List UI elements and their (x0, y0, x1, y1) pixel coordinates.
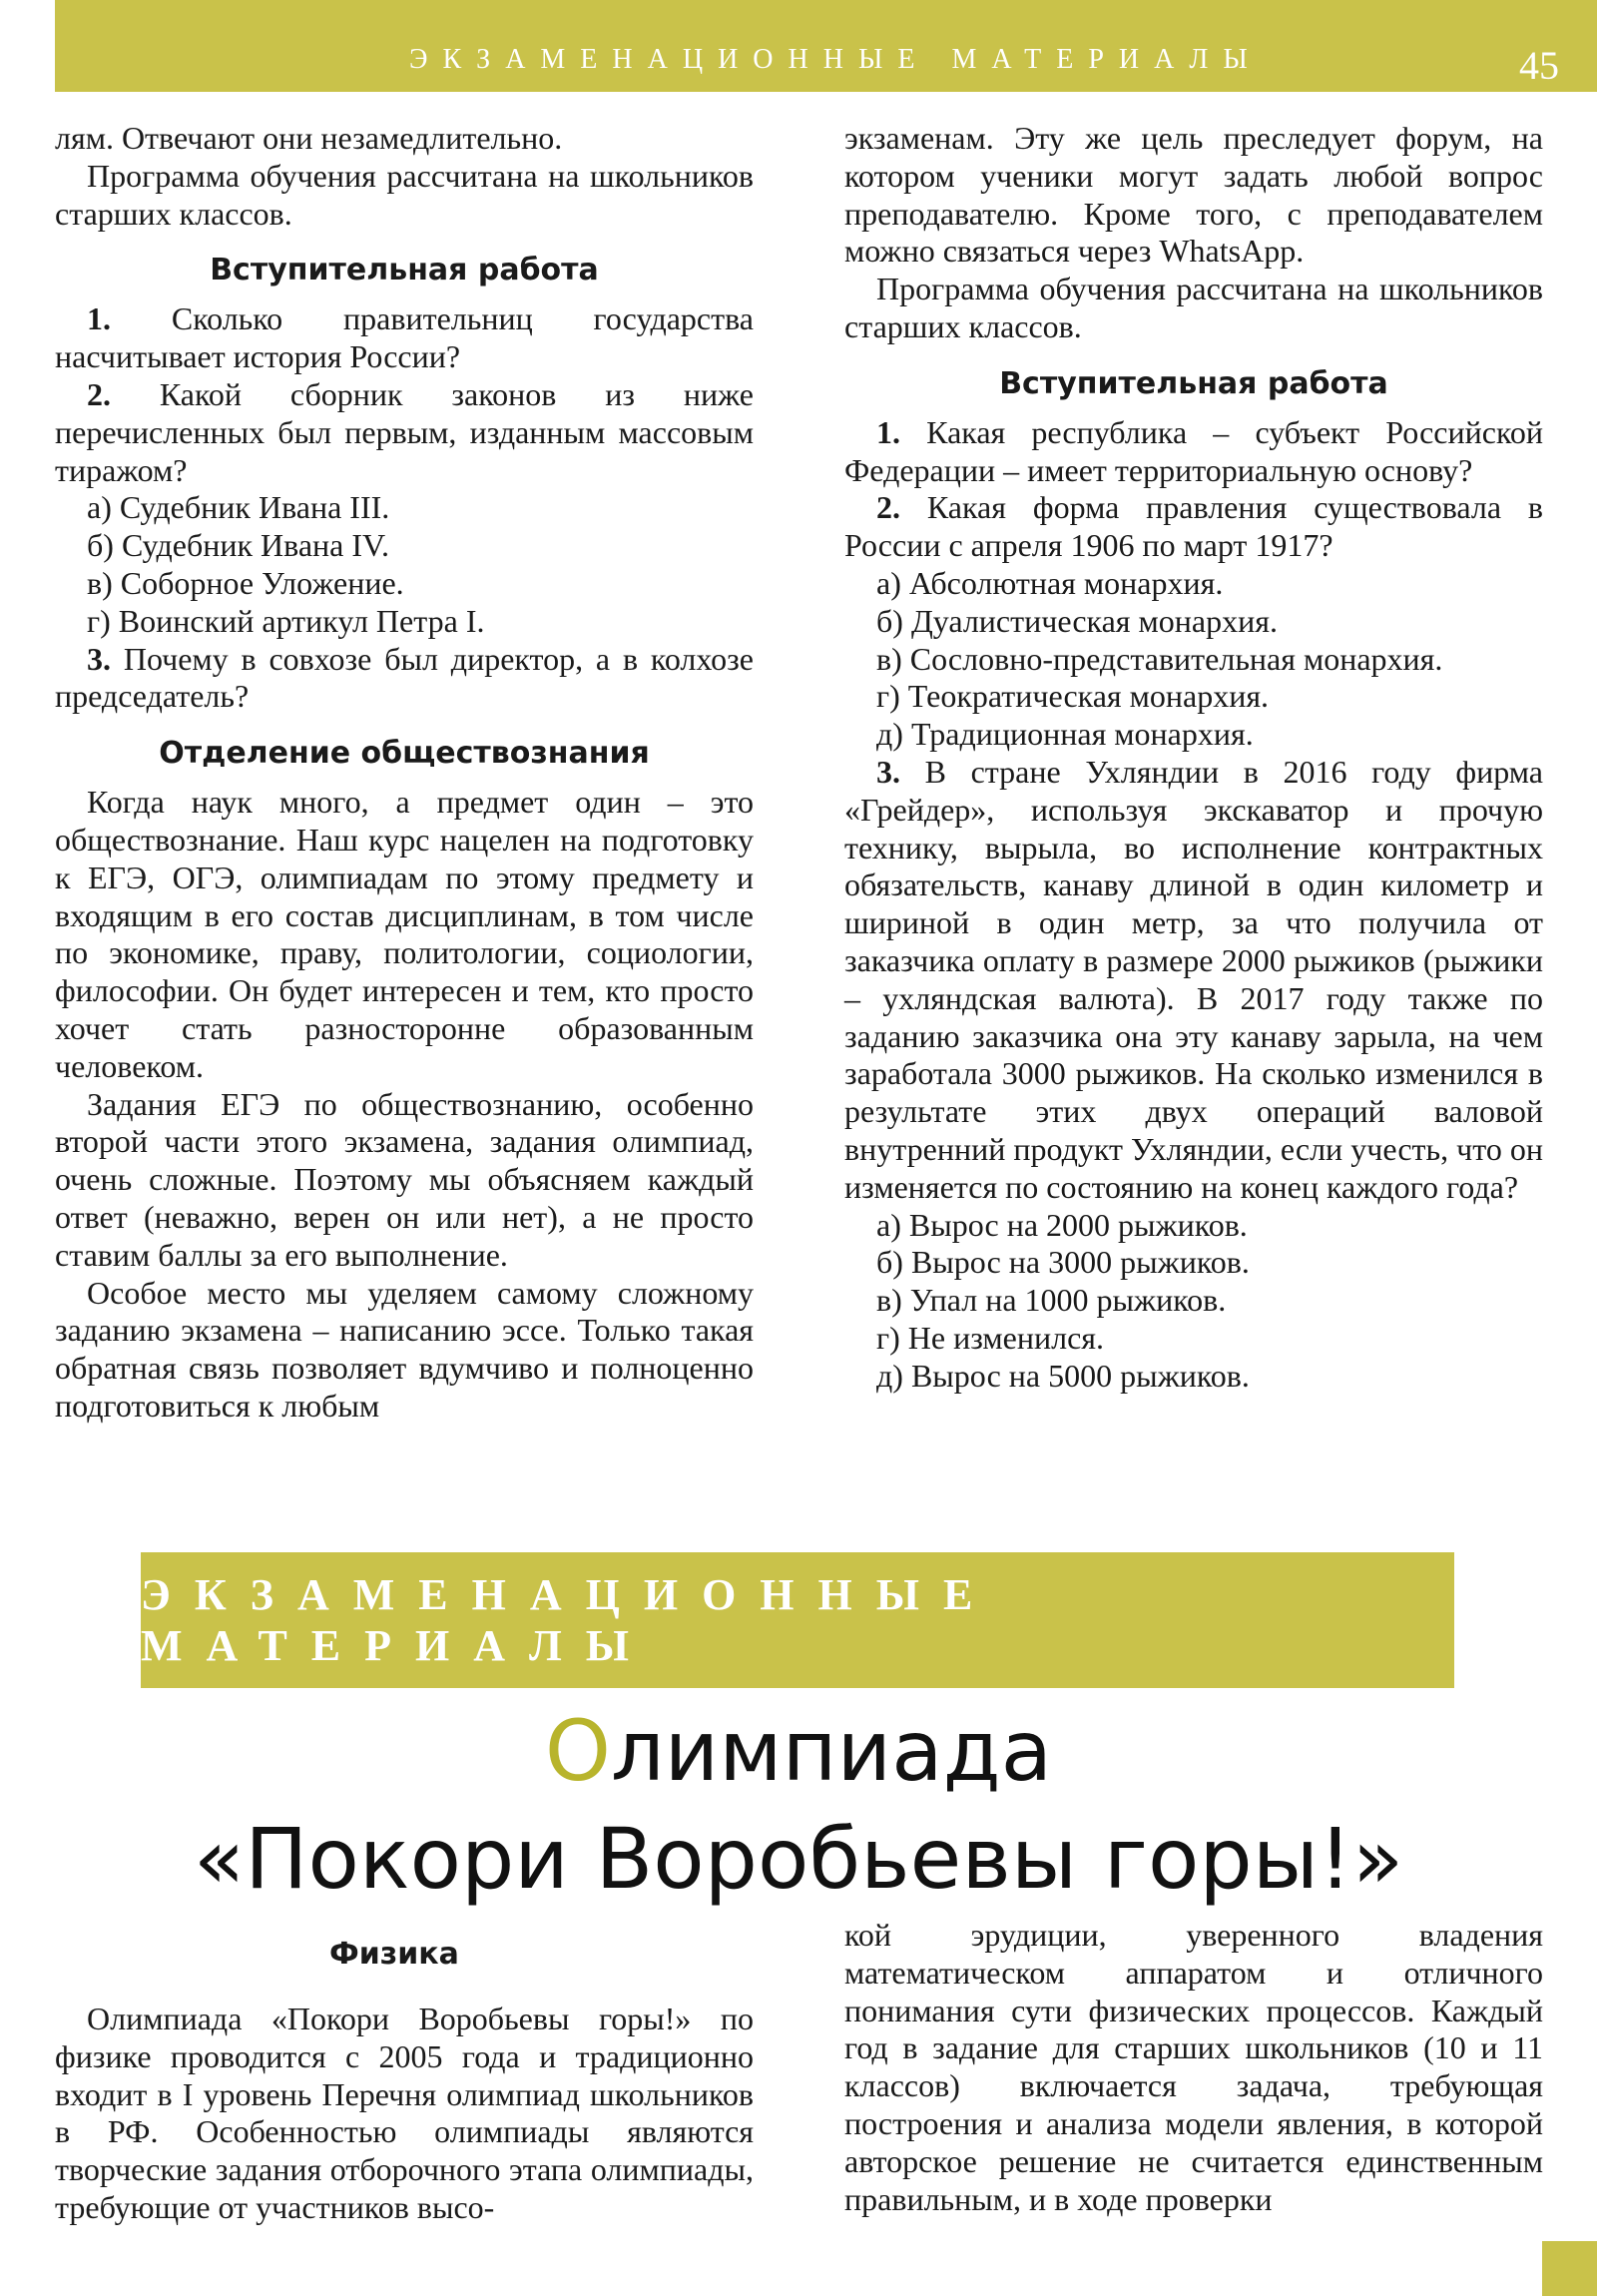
question-number: 3. (87, 640, 111, 677)
question-number: 1. (87, 300, 111, 337)
intro-line: лям. Отвечают они незамедлительно. (55, 120, 563, 156)
question-2 (844, 489, 1543, 565)
banner-title: ЭКЗАМЕНАЦИОННЫЕ МАТЕРИАЛЫ (141, 1570, 997, 1670)
question-3 (844, 754, 1543, 1207)
answer-option: а) Судебник Ивана III. (87, 489, 390, 526)
answer-option: д) Традиционная монархия. (876, 716, 1254, 753)
body-paragraph: Когда наук много, а предмет один – это обществознание. Наш курс нацелен на подготовку к ЕГЭ, ОГЭ, олимпиадам по этому предмету и входящим в его состав дисциплинам, в том числе по экономике, праву, политологии, социологии, философии. Он будет интересен и тем, кто просто хочет стать разносторонне образованным человеком. (55, 784, 754, 1084)
section-banner (141, 1552, 1454, 1688)
running-header-title: ЭКЗАМЕНАЦИОННЫЕ МАТЕРИАЛЫ (409, 44, 1263, 75)
answer-option: г) Воинский артикул Петра I. (87, 602, 485, 639)
answer-option: б) Судебник Ивана IV. (87, 527, 389, 564)
question-text: Какая республика – субъект Российской Федерации – имеет территориальную основу? (844, 413, 1543, 488)
article-right-column (844, 1917, 1543, 2218)
left-column (55, 120, 754, 1426)
right-column (844, 120, 1543, 1396)
question-1 (55, 300, 754, 376)
article-title (100, 1697, 1497, 1913)
question-1 (844, 414, 1543, 490)
body-paragraph: Особое место мы уделяем самому сложному заданию экзамена – написанию эссе. Только такая обратная связь позволяет вдумчиво и полноценно подготовиться к любым (55, 1274, 754, 1424)
question-number: 2. (876, 489, 900, 526)
question-number: 3. (876, 753, 900, 790)
body-paragraph: Задания ЕГЭ по обществознанию, особенно второй части этого экзамена, задания олимпиад, очень сложные. Поэтому мы объясняем каждый ответ (неважно, верен он или нет), а не просто ставим баллы за его выполнение. (55, 1085, 754, 1273)
section-heading: Отделение обществознания (159, 736, 650, 772)
header-bar (55, 0, 1597, 92)
answer-option: д) Вырос на 5000 рыжиков. (876, 1357, 1250, 1394)
body-paragraph: экзаменам. Эту же цель преследует форум, на котором ученики могут задать любой вопрос преподавателю. Кроме того, с преподавателем можно связаться через WhatsApp. (844, 120, 1543, 270)
answer-option: а) Абсолютная монархия. (876, 564, 1224, 601)
answer-option: в) Соборное Уложение. (87, 564, 404, 601)
question-number: 1. (876, 413, 900, 450)
answer-option: б) Вырос на 3000 рыжиков. (876, 1244, 1250, 1281)
answer-option: а) Вырос на 2000 рыжиков. (876, 1206, 1248, 1243)
answer-option: г) Теократическая монархия. (876, 678, 1270, 715)
question-2 (55, 376, 754, 489)
answer-option: б) Дуалистическая монархия. (876, 602, 1278, 639)
answer-option: г) Не изменился. (876, 1319, 1104, 1356)
question-number: 2. (87, 375, 111, 412)
question-text: Сколько правительниц государства насчитывает история России? (55, 300, 754, 375)
question-text: Почему в совхозе был директор, а в колхозе председатель? (55, 640, 754, 715)
body-paragraph: кой эрудиции, уверенного владения математическом аппаратом и отличного понимания сути физических процессов. Каждый год в задание для старших школьников (10 и 11 классов) включается задача, требующая построения и анализа модели явления, в которой авторское решение не считается единственным правильным, и в ходе проверки (844, 1917, 1543, 2217)
title-rest: лимпиада (610, 1702, 1053, 1800)
page-number: 45 (1519, 43, 1559, 88)
body-paragraph: Олимпиада «Покори Воробьевы горы!» по физике проводится с 2005 года и традиционно входит в I уровень Перечня олимпиад школьников в РФ. Особенностью олимпиады являются творческие задания отборочного этапа олимпиады, требующие от участников высо- (55, 2001, 754, 2225)
test-heading: Вступительная работа (999, 365, 1388, 401)
corner-decoration (1542, 2241, 1597, 2296)
program-paragraph: Программа обучения рассчитана на школьников старших классов. (844, 271, 1543, 344)
article-title-line-2: «Покори Воробьевы горы!» (193, 1810, 1404, 1908)
article-title-line-1 (100, 1697, 1497, 1805)
answer-option: в) Сословно-представительная монархия. (876, 640, 1443, 677)
title-initial: О (544, 1702, 611, 1800)
question-3 (55, 641, 754, 717)
subject-heading: Физика (329, 1937, 459, 1972)
question-text: Какой сборник законов из ниже перечисленных был первым, изданным массовым тиражом? (55, 375, 754, 488)
answer-option: в) Упал на 1000 рыжиков. (876, 1282, 1227, 1319)
question-text: В стране Ухляндии в 2016 году фирма «Грейдер», используя экскаватор и прочую технику, вырыла, во исполнение контрактных обязательств, канаву длиной в один километр и шириной в один метр, за что получила от заказчика оплату в размере 2000 рыжиков (рыжики – ухляндская валюта). В 2017 году также по заданию заказчика она эту канаву зарыла, на чем заработала 3000 рыжиков. На сколько изменился в результате этих двух операций валовой внутренний продукт Ухляндии, если учесть, что он изменяется по состоянию на конец каждого года? (844, 753, 1543, 1205)
program-paragraph: Программа обучения рассчитана на школьников старших классов. (55, 157, 754, 232)
test-heading: Вступительная работа (210, 253, 599, 288)
question-text: Какая форма правления существовала в России с апреля 1906 по март 1917? (844, 489, 1543, 564)
article-left-column (55, 1927, 754, 2227)
